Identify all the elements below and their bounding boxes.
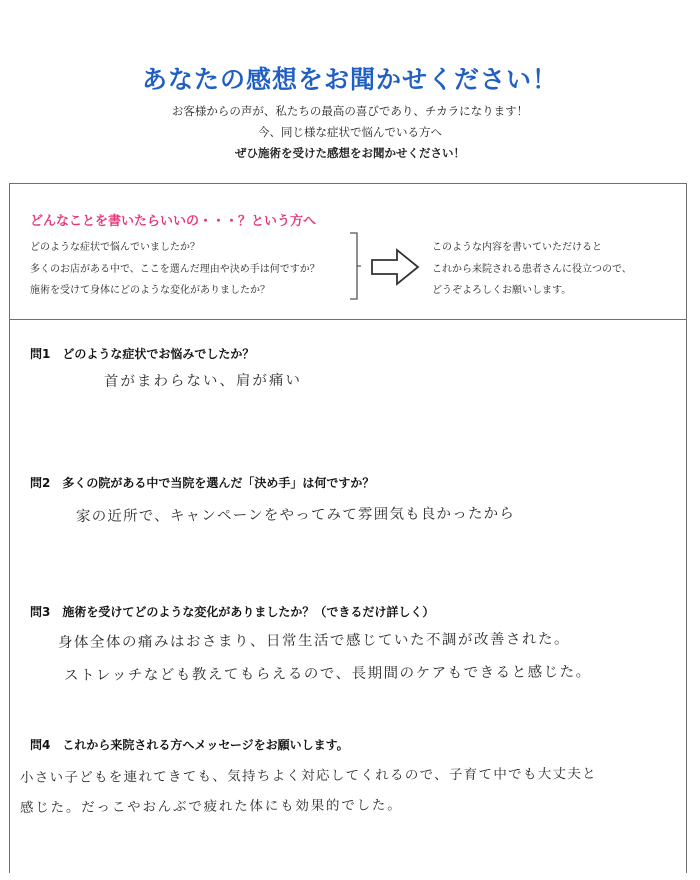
guide-answer-line-3: どうぞよろしくお願いします。 xyxy=(432,285,572,296)
answer-3-line-2: ストレッチなども教えてもらえるので、長期間のケアもできると感じた。 xyxy=(63,664,592,684)
guide-title: どんなことを書いたらいいの・・・？という方へ xyxy=(30,214,317,229)
bracket-icon xyxy=(350,233,361,299)
answer-3-line-1: 身体全体の痛みはおさまり、日常生活で感じていた不調が改善された。 xyxy=(57,631,571,651)
question-3-label: 問3 施術を受けてどのような変化がありましたか？（できるだけ詳しく） xyxy=(30,605,435,619)
guide-question-2: 多くのお店がある中で、ここを選んだ理由や決め手は何ですか？ xyxy=(30,264,320,275)
answer-4-line-2: 感じた。だっこやおんぶで疲れた体にも効果的でした。 xyxy=(19,797,403,816)
guide-question-3: 施術を受けて身体にどのような変化がありましたか？ xyxy=(30,285,270,296)
question-2-label: 問2 多くの院がある中で当院を選んだ「決め手」は何ですか？ xyxy=(30,476,375,490)
answer-1-line-1: 首がまわらない、肩が痛い xyxy=(103,372,303,390)
question-4-label: 問4 これから来院される方へメッセージをお願いします。 xyxy=(30,738,349,752)
page-title: あなたの感想をお聞かせください！ xyxy=(141,65,558,94)
intro-line-3: ぜひ施術を受けた感想をお聞かせください！ xyxy=(235,146,465,160)
guide-answer-line-2: これから来院される患者さんに役立つので、 xyxy=(432,264,632,275)
answer-4-line-1: 小さい子どもを連れてきても、気持ちよく対応してくれるので、子育て中でも大丈夫と xyxy=(19,765,597,786)
guide-answer-line-1: このような内容を書いていただけると xyxy=(432,242,602,253)
arrow-right-icon xyxy=(372,250,418,284)
intro-line-2: 今、同じ様な症状で悩んでいる方へ xyxy=(258,125,442,139)
answer-2-line-1: 家の近所で、キャンペーンをやってみて雰囲気も良かったから xyxy=(75,505,516,525)
intro-line-1: お客様からの声が、私たちの最高の喜びであり、チカラになります！ xyxy=(171,104,529,118)
guide-question-1: どのような症状で悩んでいましたか？ xyxy=(30,242,200,253)
question-1-label: 問1 どのような症状でお悩みでしたか？ xyxy=(30,347,255,361)
